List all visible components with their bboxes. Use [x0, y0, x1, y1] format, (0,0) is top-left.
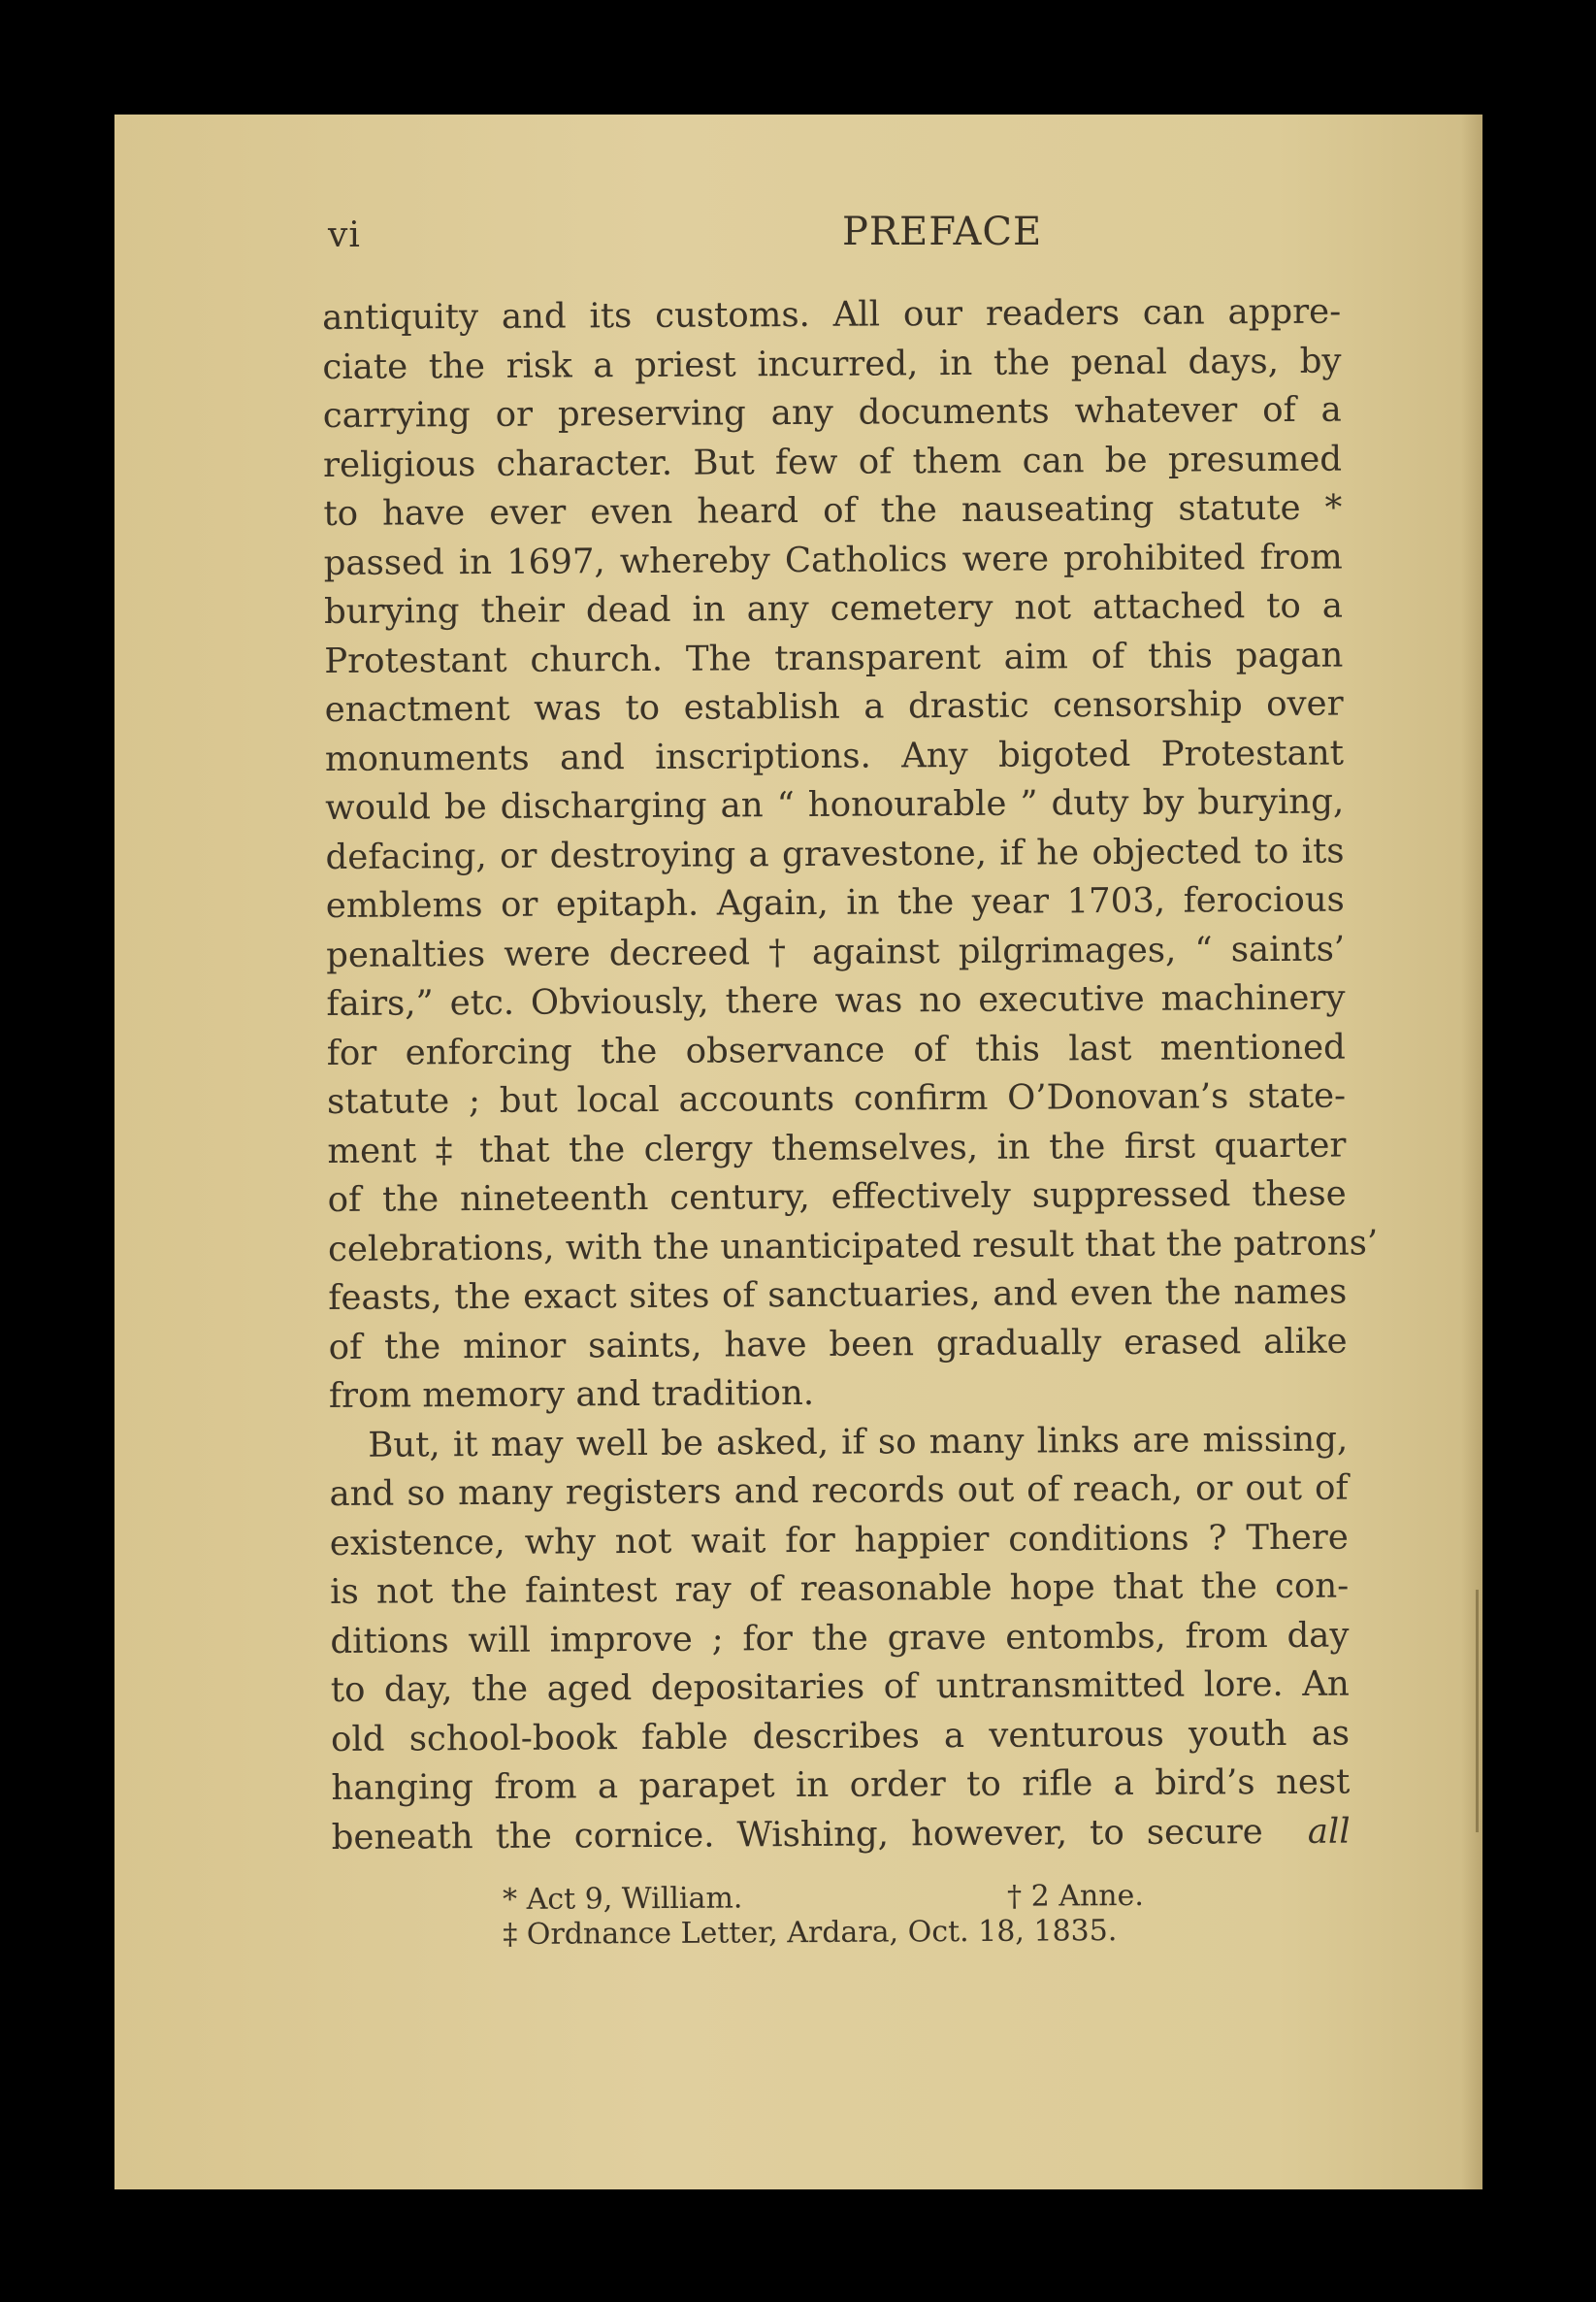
footnote-row [503, 1878, 1337, 1918]
text-line: to have ever even heard of the nauseating statute * [323, 487, 1343, 534]
text-line: religious character. But few of them can be presumed [322, 439, 1343, 485]
text-line: statute ; but local accounts confirm O’Donovan’s state- [326, 1075, 1347, 1122]
text-line: of the minor saints, have been gradually erased alike [328, 1321, 1348, 1367]
text-line: to day, the aged depositaries of untransmitted lore. An [330, 1663, 1350, 1710]
footnote-anne: † 2 Anne. [1006, 1878, 1144, 1914]
footnote-ordnance-letter: ‡ Ordnance Letter, Ardara, Oct. 18, 1835. [503, 1914, 1118, 1952]
text-line: existence, why not wait for happier conditions ? There [329, 1517, 1349, 1563]
text-line: old school-book fable describes a venturous youth as [330, 1713, 1351, 1759]
text-line: carrying or preserving any documents whatever of a [322, 389, 1342, 436]
body-text [322, 288, 1379, 1862]
text-line: emblems or epitaph. Again, in the year 1703, ferocious [325, 879, 1345, 926]
page-edge-shadow [1461, 115, 1482, 2189]
text-line: passed in 1697, whereby Catholics were prohibited from [323, 537, 1343, 583]
text-line-paragraph-start: But, it may well be asked, if so many links are missing, [368, 1419, 1349, 1465]
text-line: defacing, or destroying a gravestone, if he objected to its [325, 831, 1345, 877]
footnote-row [503, 1913, 1337, 1953]
text-line: Protestant church. The transparent aim of this pagan [324, 635, 1344, 681]
footnote-act-william: * Act 9, William. [503, 1881, 743, 1917]
text-line: penalties were decreed † against pilgrimages, “ saints’ [326, 929, 1346, 975]
text-line: enactment was to establish a drastic censorship over [324, 683, 1344, 730]
text-line: is not the faintest ray of reasonable hope that the con- [330, 1565, 1350, 1612]
text-line: ment ‡ that the clergy themselves, in the first quarter [327, 1125, 1347, 1171]
page-number: vi [328, 215, 361, 255]
text-line: feasts, the exact sites of sanctuaries, and even the names [328, 1271, 1348, 1318]
text-line-paragraph-end: from memory and tradition. [328, 1372, 815, 1416]
footnotes [503, 1878, 1337, 1953]
text-line: of the nineteenth century, effectively suppressed these [327, 1173, 1347, 1220]
text-line-final [332, 1807, 1351, 1862]
page-edge-mark [1476, 1590, 1479, 1832]
text-line: ciate the risk a priest incurred, in the penal days, by [322, 341, 1342, 387]
text-line: monuments and inscriptions. Any bigoted Protestant [324, 733, 1345, 779]
text-line: and so many registers and records out of reach, or out of [329, 1467, 1349, 1514]
book-page [114, 115, 1482, 2189]
text-line: for enforcing the observance of this last mentioned [326, 1027, 1346, 1073]
text-line: burying their dead in any cemetery not attached to a [323, 585, 1344, 632]
text-line: celebrations, with the unanticipated result that the patrons’ [327, 1222, 1379, 1269]
text-line: would be discharging an “ honourable ” duty by burying, [325, 781, 1345, 828]
running-title: PREFACE [842, 210, 1043, 254]
text-line: hanging from a parapet in order to rifle a bird’s nest [331, 1761, 1351, 1808]
italic-word: all [1307, 1811, 1351, 1852]
text-line: fairs,” etc. Obviously, there was no executive machinery [326, 977, 1346, 1024]
text-line: ditions will improve ; for the grave entombs, from day [330, 1615, 1350, 1661]
text-line-final-roman: beneath the cornice. Wishing, however, to secure [331, 1811, 1263, 1858]
text-line: antiquity and its customs. All our readers can appre- [322, 291, 1342, 338]
page-header [328, 210, 1327, 268]
